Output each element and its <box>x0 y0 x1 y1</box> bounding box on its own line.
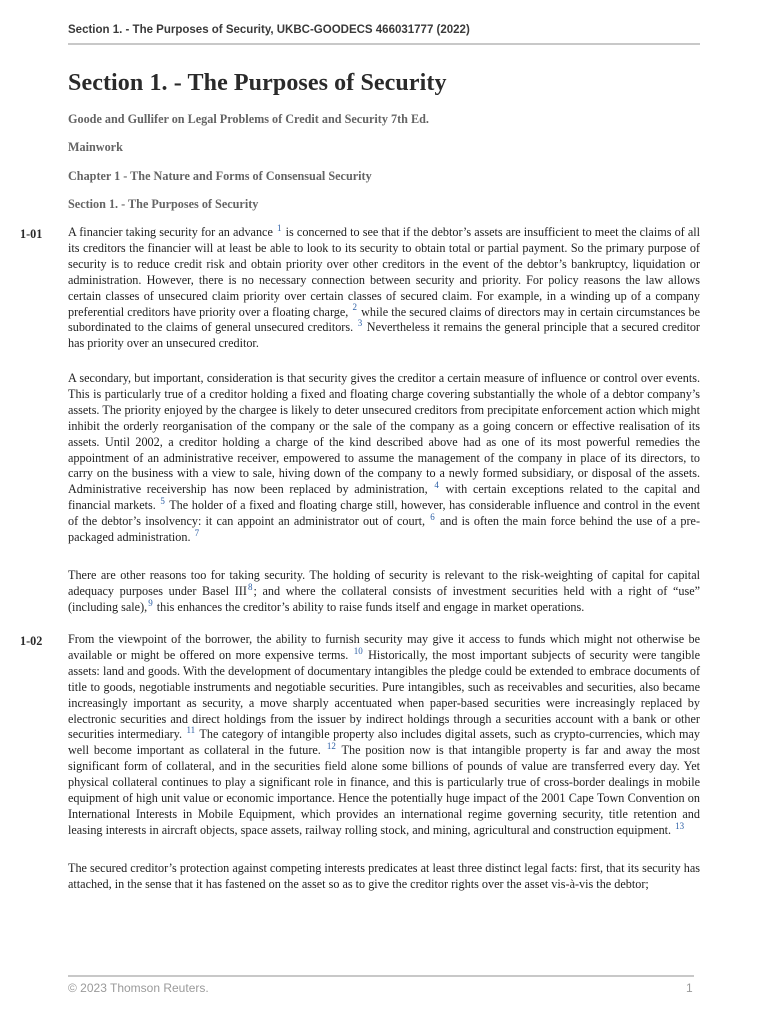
footnote-link[interactable]: 1 <box>277 222 282 233</box>
paragraph <box>68 632 700 839</box>
paragraph-text: this enhances the creditor’s ability to raise funds itself and engage in market operations. <box>156 599 585 614</box>
paragraph-number: 1-01 <box>20 227 43 241</box>
paragraph <box>68 371 700 546</box>
part-label: Mainwork <box>68 140 123 154</box>
paragraph-text: There are other reasons too for taking security. The holding of security is relevant to the risk-weighting of capital for capital adequacy purposes under Basel III <box>68 568 700 598</box>
paragraph-text: The category of intangible property also includes digital assets, such as crypto-currencies, which may well become important as collateral in the future. <box>68 727 700 758</box>
page-title: Section 1. - The Purposes of Security <box>68 70 447 96</box>
copyright-notice: © 2023 Thomson Reuters. <box>68 981 209 995</box>
footnote-link[interactable]: 8 <box>247 581 253 592</box>
running-header: Section 1. - The Purposes of Security, UKBC-GOODECS 466031777 (2022) <box>68 24 470 36</box>
footnote-link[interactable]: 7 <box>194 528 200 538</box>
footnote-link[interactable]: 9 <box>148 597 153 608</box>
work-title: Goode and Gullifer on Legal Problems of Credit and Security 7th Ed. <box>68 112 429 126</box>
paragraph-text: A secondary, but important, consideration is that security gives the creditor a certain measure of influence or control over events. This is particularly true of a creditor holding a fixed and floating charge covering substantially the whole of a debtor company’s assets. The priority enjoyed by the chargee is likely to deter unsecured creditors from precipitate enforcement action which might inhibit the orderly reorganisation of the company or the sale of the company as a going concern or effective realisation of its assets. Until 2002, a creditor holding a charge of the kind described above had as one of its most powerful remedies the appointment of an administrative receiver, empowered to assume the management of the company in place of its directors, to carry on the business with a view to sale, hiving down of the company to a newly formed subsidiary, or disposal of the assets. Administrative receivership has now been replaced by administration, <box>68 371 700 497</box>
paragraph-text: From the viewpoint of the borrower, the ability to furnish security may give it access to funds which might not otherwise be available or might be offered on more expensive terms. <box>68 632 700 662</box>
paragraph-text: Nevertheless it remains the general principle that a secured creditor has priority over an unsecured creditor. <box>68 320 700 351</box>
footnote-link[interactable]: 5 <box>160 496 165 507</box>
chapter-title: Chapter 1 - The Nature and Forms of Consensual Security <box>68 169 372 183</box>
paragraph-text: ; and where the collateral consists of investment securities held with a right of “use” (including sale), <box>68 583 701 614</box>
paragraph-text: while the secured claims of directors may in certain circumstances be subordinated to the claims of general unsecured creditors. <box>68 304 701 335</box>
footnote-link[interactable]: 4 <box>434 480 439 491</box>
footnote-link[interactable]: 6 <box>430 512 435 523</box>
section-subtitle: Section 1. - The Purposes of Security <box>68 197 259 211</box>
paragraph <box>68 222 701 352</box>
paragraph <box>68 568 700 616</box>
paragraph-text: A financier taking security for an advance <box>68 225 273 239</box>
paragraph-text: and is often the main force behind the use of a pre-packaged administration. <box>68 514 701 545</box>
footnote-link[interactable]: 13 <box>675 820 685 831</box>
footnote-link[interactable]: 12 <box>326 741 336 752</box>
paragraph-text: is concerned to see that if the debtor’s assets are insufficient to meet the claims of all its creditors the financier will at least be able to look to its security to obtain total or partial payment. So the primary purpose of security is to reduce credit risk and obtain priority over other creditors in the event of the debtor’s bankruptcy, liquidation or administration. However, there is no necessary connection between security and priority. For policy reasons the law allows certain classes of unsecured claim priority over certain classes of secured claim. For example, in a winding up of a company preferential creditors have priority over a floating charge, <box>68 225 701 319</box>
footnote-link[interactable]: 11 <box>186 725 196 736</box>
paragraph <box>68 861 700 893</box>
header-divider <box>68 43 700 45</box>
page-number: 1 <box>686 981 693 995</box>
paragraph-text: The secured creditor’s protection against competing interests predicates at least three distinct legal facts: first, that its security has attached, in the sense that it has fastened on the asset so as to give the creditor rights over the asset vis-à-vis the debtor; <box>68 861 700 891</box>
footnote-link[interactable]: 3 <box>357 318 363 329</box>
paragraph-number: 1-02 <box>20 634 43 648</box>
paragraph-text: Historically, the most important subjects of security were tangible assets: land and goods. With the development of documentary intangibles the pledge could be extended to embrace documents of title to goods, negotiable instruments and negotiable securities. Pure intangibles, such as receivables and securities, also became increasingly important as security, a move sharply accentuated when paper-based securities were increasingly replaced by electronic securities and direct holdings from the issuer by indirect holdings through a securities account with a bank or other securities intermediary. <box>68 647 701 742</box>
footnote-link[interactable]: 2 <box>352 302 357 313</box>
footnote-link[interactable]: 10 <box>353 645 363 656</box>
paragraph-text: with certain exceptions related to the capital and financial markets. <box>68 482 700 513</box>
paragraph-text: The holder of a fixed and floating charge still, however, has considerable influence and control in the event of the debtor’s insolvency: it can appoint an administrator out of court, <box>68 498 701 529</box>
paragraph-text: The position now is that intangible property is far and away the most significant form of collateral, and in the securities field alone some billions of pounds of value are transferred every day. Yet physical collateral continues to play a significant role in finance, and this is particularly true of cross-border dealings in mobile equipment of high unit value or economic importance. Hence the potentially huge impact of the 2001 Cape Town Convention on International Interests in Mobile Equipment, which provides an international regime governing security, title retention and leasing interests in aircraft objects, space assets, railway rolling stock, and mining, agricultural and construction equipment. <box>68 743 701 837</box>
footer-divider <box>68 975 694 977</box>
